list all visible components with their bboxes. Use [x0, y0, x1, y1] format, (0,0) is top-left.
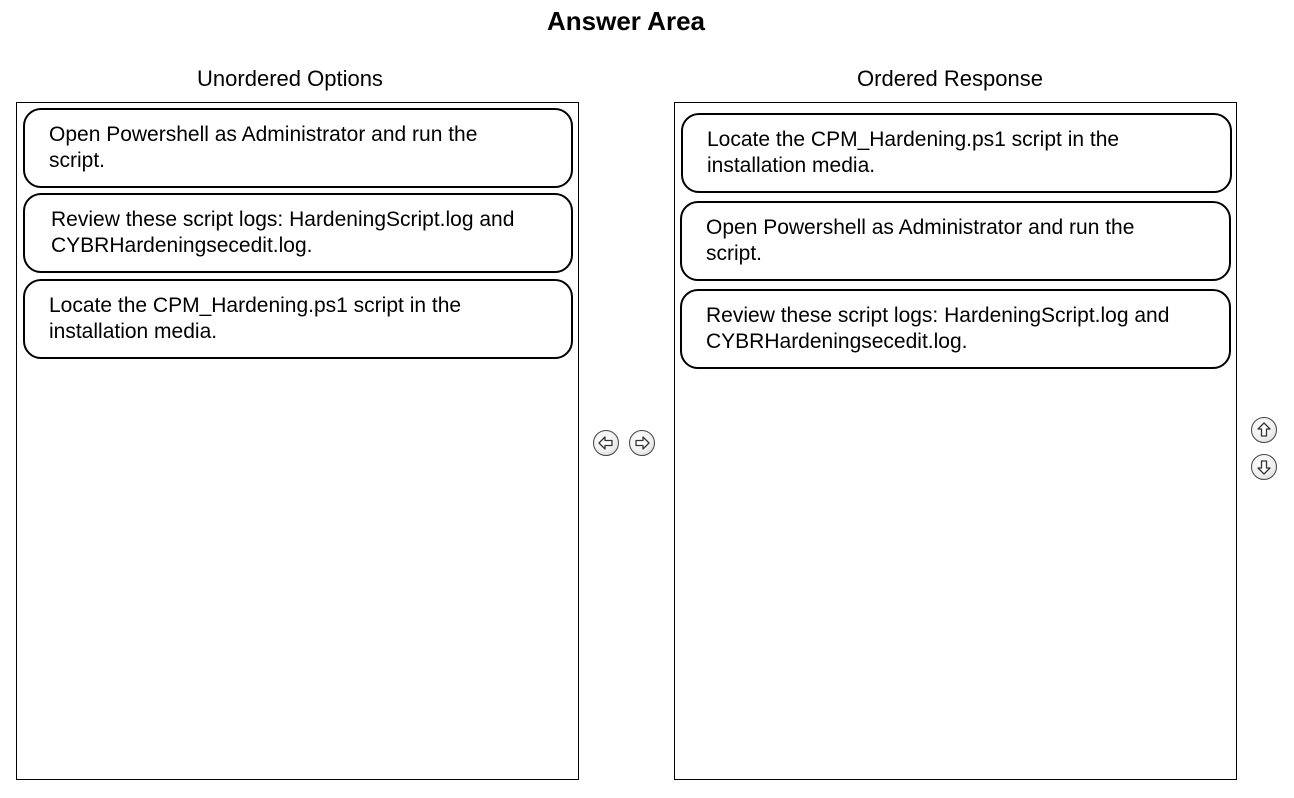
option-text-line: Review these script logs: HardeningScript.log and: [51, 208, 515, 231]
option-text-line: script.: [49, 149, 106, 172]
move-left-button[interactable]: [593, 430, 619, 456]
move-up-button[interactable]: [1251, 417, 1277, 443]
unordered-options-panel: [16, 102, 579, 780]
option-text-line: Locate the CPM_Hardening.ps1 script in the: [49, 294, 462, 317]
unordered-option-item[interactable]: [23, 108, 573, 188]
ordered-response-item[interactable]: [680, 289, 1231, 369]
ordered-response-panel: [674, 102, 1237, 780]
arrow-left-icon: [596, 433, 616, 453]
ordered-response-item[interactable]: [681, 113, 1232, 193]
response-text-line: installation media.: [707, 154, 876, 177]
option-text-line: Open Powershell as Administrator and run the: [49, 123, 478, 146]
ordered-response-item[interactable]: [680, 201, 1231, 281]
response-text-line: Review these script logs: HardeningScript.log and: [706, 304, 1170, 327]
unordered-option-item[interactable]: [23, 279, 573, 359]
move-right-button[interactable]: [629, 430, 655, 456]
ordered-response-heading: Ordered Response: [857, 66, 1043, 91]
arrow-up-icon: [1254, 420, 1274, 440]
unordered-option-item[interactable]: [23, 193, 573, 273]
response-text-line: Open Powershell as Administrator and run the: [706, 216, 1135, 239]
response-text-line: CYBRHardeningsecedit.log.: [706, 330, 968, 353]
option-text-line: installation media.: [49, 320, 218, 343]
option-text-line: CYBRHardeningsecedit.log.: [51, 234, 313, 257]
unordered-options-heading: Unordered Options: [197, 66, 383, 91]
move-down-button[interactable]: [1251, 454, 1277, 480]
response-text-line: Locate the CPM_Hardening.ps1 script in the: [707, 128, 1120, 151]
arrow-right-icon: [632, 433, 652, 453]
response-text-line: script.: [706, 242, 763, 265]
arrow-down-icon: [1254, 457, 1274, 477]
answer-area-title: Answer Area: [547, 6, 705, 36]
